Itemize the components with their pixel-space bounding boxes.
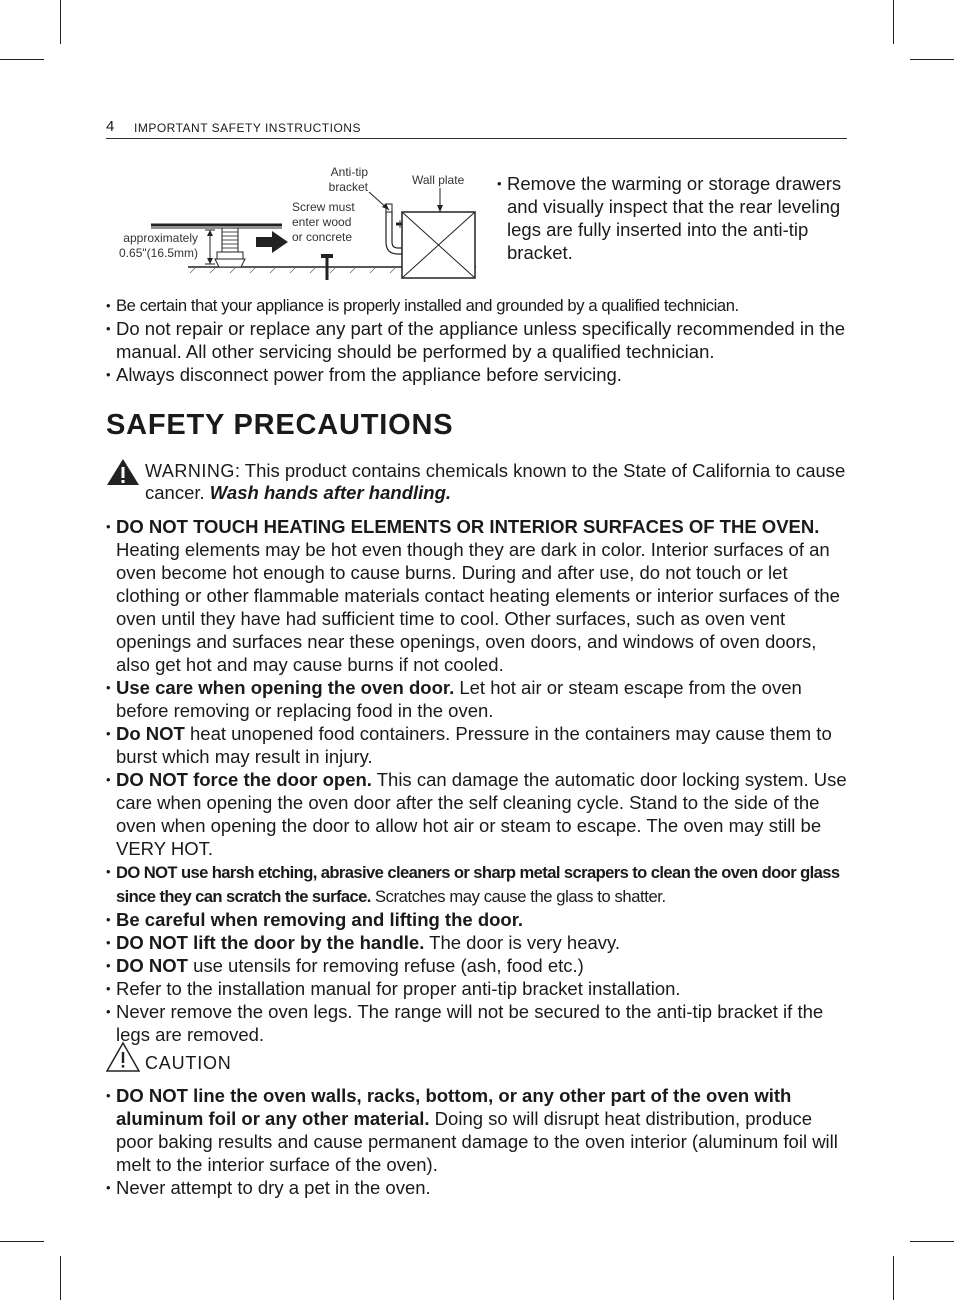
page-title: SAFETY PRECAUTIONS (106, 409, 454, 441)
warning-label: WARNING (145, 461, 235, 481)
screw-label: enter wood (292, 215, 352, 229)
list-item: • Do NOT heat unopened food containers. Pressure in the containers may cause them to burst which may result in injury. (106, 722, 848, 768)
list-item: • DO NOT TOUCH HEATING ELEMENTS OR INTERIOR SURFACES OF THE OVEN. Heating elements may be hot even though they are dark in color. Interior surfaces of an oven become hot enough to cause burns. During and after use, do not touch or let clothing or other flammable materials contact heating elements or interior surfaces of the oven until they have had sufficient time to cool. Other surfaces, such as oven vent openings and surfaces near these openings, oven doors, and windows of oven doors, also get hot and may cause burns if not cooled. (106, 515, 848, 676)
list-item: • Always disconnect power from the appliance before servicing. (106, 363, 848, 386)
crop-mark (60, 1256, 61, 1300)
crop-mark (910, 59, 954, 60)
list-item: • DO NOT force the door open. This can damage the automatic door locking system. Use care when opening the oven door after the self cleaning cycle. Stand to the side of the oven when opening the door to allow hot air or steam to escape. The oven may still be VERY HOT. (106, 768, 848, 860)
caution-block (106, 1041, 406, 1075)
caution-list (106, 1084, 848, 1199)
list-item: • DO NOT use utensils for removing refuse (ash, food etc.) (106, 954, 848, 977)
warning-icon (106, 458, 140, 486)
anti-tip-label: Anti-tip (330, 165, 368, 179)
anti-tip-label: bracket (328, 180, 368, 194)
section-title: IMPORTANT SAFETY INSTRUCTIONS (134, 121, 361, 135)
caution-icon (106, 1041, 140, 1073)
list-item: • Use care when opening the oven door. Let hot air or steam escape from the oven before removing or replacing food in the oven. (106, 676, 848, 722)
list-item: • Be careful when removing and lifting the door. (106, 908, 848, 931)
warning-text: WARNING: This product contains chemicals known to the State of California to cause cancer. Wash hands after handling. (145, 460, 846, 503)
approx-label: approximately (123, 231, 198, 245)
safety-precautions-list (106, 515, 848, 1046)
list-item: • Never attempt to dry a pet in the oven. (106, 1176, 848, 1199)
list-item: • DO NOT lift the door by the handle. The door is very heavy. (106, 931, 848, 954)
drawer-inspection-note (497, 172, 849, 264)
screw-label: Screw must (292, 200, 355, 214)
list-item: • Refer to the installation manual for proper anti-tip bracket installation. (106, 977, 848, 1000)
crop-mark (0, 59, 44, 60)
crop-mark (893, 1256, 894, 1300)
general-instructions (106, 294, 848, 386)
caution-label: CAUTION (145, 1053, 232, 1073)
page-header (106, 118, 847, 139)
list-item: • Remove the warming or storage drawers and visually inspect that the rear leveling legs are fully inserted into the anti-tip bracket. (497, 172, 849, 264)
list-item: • DO NOT line the oven walls, racks, bottom, or any other part of the oven with aluminum foil or any other material. Doing so will disrupt heat distribution, produce poor baking results and cause permanent damage to the oven interior (aluminum foil will melt to the interior surface of the oven). (106, 1084, 848, 1176)
list-item: • DO NOT use harsh etching, abrasive cleaners or sharp metal scrapers to clean the oven door glass since they can scratch the surface. Scratches may cause the glass to shatter. (106, 860, 848, 908)
page-number: 4 (106, 118, 115, 135)
anti-tip-diagram (106, 160, 496, 280)
list-item: • Do not repair or replace any part of the appliance unless specifically recommended in the manual. All other servicing should be performed by a qualified technician. (106, 317, 848, 363)
approx-label: 0.65"(16.5mm) (119, 246, 198, 260)
crop-mark (893, 0, 894, 44)
screw-label: or concrete (292, 230, 353, 244)
list-item: • Be certain that your appliance is properly installed and grounded by a qualified technician. (106, 294, 848, 317)
crop-mark (0, 1241, 44, 1242)
crop-mark (910, 1241, 954, 1242)
list-item: • Never remove the oven legs. The range will not be secured to the anti-tip bracket if the legs are removed. (106, 1000, 848, 1046)
wall-plate-label: Wall plate (412, 173, 465, 187)
crop-mark (60, 0, 61, 44)
